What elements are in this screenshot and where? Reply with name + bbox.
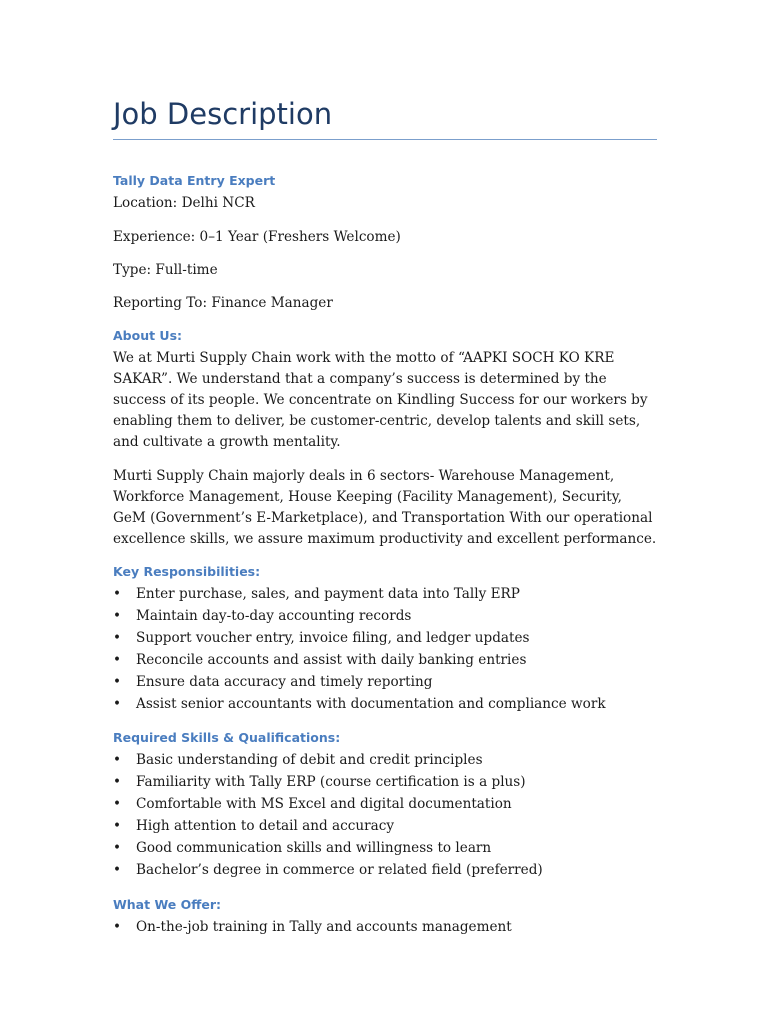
skills-list [113, 750, 658, 881]
skills-heading: Required Skills & Qualifications: [113, 730, 341, 746]
list-item: • Support voucher entry, invoice filing, and ledger updates [113, 628, 658, 650]
responsibilities-list [113, 584, 658, 715]
list-item: • Assist senior accountants with documentation and compliance work [113, 694, 658, 716]
offer-list [113, 917, 658, 939]
about-heading: About Us: [113, 328, 183, 343]
detail-location: Location: Delhi NCR [113, 195, 255, 211]
page-title: Job Description [113, 97, 333, 131]
detail-experience: Experience: 0–1 Year (Freshers Welcome) [113, 229, 401, 245]
responsibilities-heading: Key Responsibilities: [113, 564, 261, 579]
job-title-heading: Tally Data Entry Expert [113, 173, 276, 188]
list-item: • High attention to detail and accuracy [113, 816, 658, 838]
list-item: • Comfortable with MS Excel and digital documentation [113, 794, 658, 816]
offer-heading: What We Offer: [113, 896, 222, 912]
title-divider [113, 139, 657, 140]
list-item: • Basic understanding of debit and credit principles [113, 750, 658, 772]
detail-type: Type: Full-time [113, 262, 218, 278]
list-item: • Good communication skills and willingness to learn [113, 838, 658, 860]
detail-reporting: Reporting To: Finance Manager [113, 295, 333, 311]
document-body [113, 169, 658, 950]
about-paragraph-1: We at Murti Supply Chain work with the motto of “AAPKI SOCH KO KRE SAKAR”. We understand that a company’s success is determined by the success of its people. We concentrate on Kindling Success for our workers by enabling them to deliver, be customer-centric, develop talents and skill sets, and cultivate a growth mentality. [113, 350, 648, 450]
list-item: • Enter purchase, sales, and payment data into Tally ERP [113, 584, 658, 606]
list-item: • Familiarity with Tally ERP (course certification is a plus) [113, 772, 658, 794]
list-item: • Maintain day-to-day accounting records [113, 606, 658, 628]
about-paragraph-2: Murti Supply Chain majorly deals in 6 sectors- Warehouse Management, Workforce Management, House Keeping (Facility Management), Security, GeM (Government’s E-Marketplace), and Transportation With our operational excellence skills, we assure maximum productivity and excellent performance. [113, 468, 657, 547]
list-item: • Ensure data accuracy and timely reporting [113, 672, 658, 694]
list-item: • On-the-job training in Tally and accounts management [113, 917, 658, 939]
list-item: • Reconcile accounts and assist with daily banking entries [113, 650, 658, 672]
list-item: • Bachelor’s degree in commerce or related field (preferred) [113, 860, 658, 882]
